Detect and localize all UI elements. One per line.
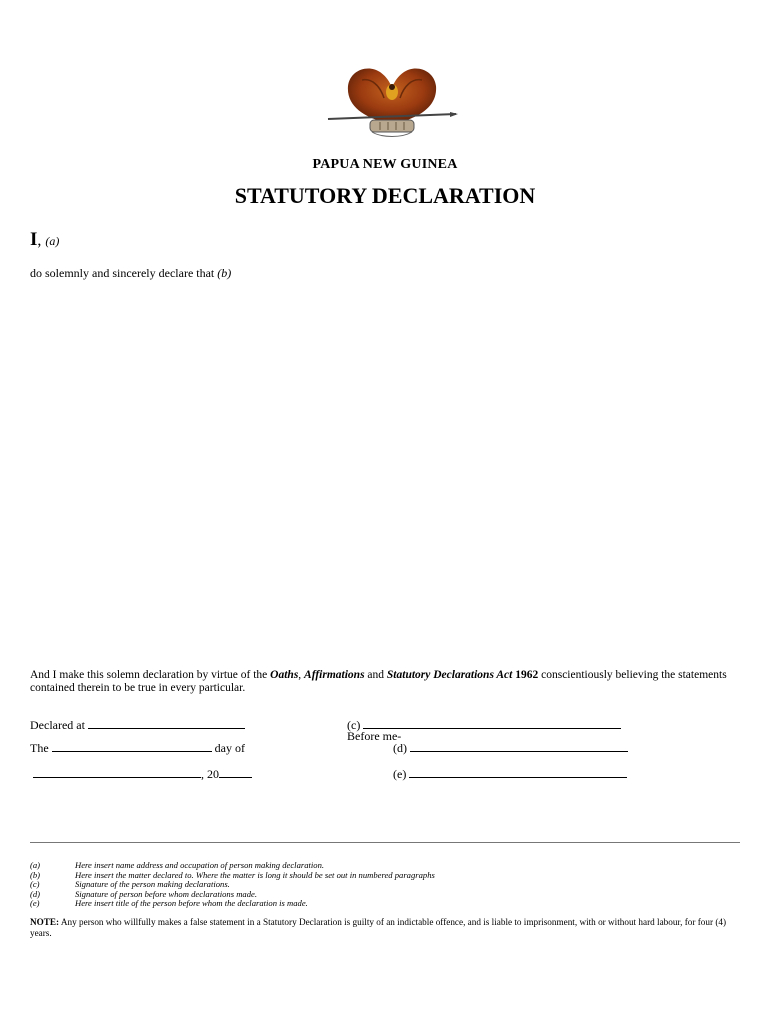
bird-of-paradise-emblem-icon [322, 62, 462, 144]
declarant-signature-field[interactable] [363, 717, 621, 729]
solemn-line [30, 266, 231, 281]
month-field[interactable] [33, 766, 201, 778]
witness-title-field[interactable] [409, 766, 627, 778]
footnote-item: (d) Signature of person before whom declarations made. [30, 888, 257, 899]
act-word-oaths: Oaths [270, 669, 299, 681]
closing-text-3: conscientiously believing the statements contained therein to be true in every particular. [30, 669, 727, 694]
declarant-pronoun: I [30, 229, 38, 250]
date-row [30, 740, 245, 756]
note-text: Any person who willfully makes a false statement in a Statutory Declaration is guilty of an indictable offence, and is liable to imprisonment, with or without hard labour, for four (4) years. [30, 917, 727, 938]
declarant-comma: , [37, 232, 42, 249]
c-label: (c) [347, 718, 361, 732]
the-label: The [30, 741, 49, 755]
closing-paragraph [30, 669, 742, 694]
day-of-label: day of [214, 741, 245, 755]
witness-title-row [393, 766, 627, 782]
year-prefix: , 20 [201, 767, 219, 781]
witness-signature-row [393, 740, 628, 756]
declared-at-row [30, 717, 245, 733]
footnotes [30, 861, 435, 909]
national-emblem [322, 62, 462, 144]
before-me-label: Before me- [347, 729, 402, 743]
e-label: (e) [393, 767, 407, 781]
year-field[interactable] [219, 766, 252, 778]
footnote-item: (e) Here insert title of the person before whom the declaration is made. [30, 898, 308, 909]
d-label: (d) [393, 741, 407, 755]
closing-text-2: and [364, 669, 387, 681]
act-word-affirmations: Affirmations [304, 669, 365, 681]
closing-sep: , [298, 669, 305, 681]
month-year-row [33, 766, 252, 782]
act-name: Statutory Declarations Act [386, 669, 513, 681]
declared-at-field[interactable] [88, 717, 245, 729]
note-label: NOTE: [30, 917, 60, 927]
footnote-item: (a) Here insert name address and occupation of person making declaration. [30, 860, 325, 870]
country-heading: PAPUA NEW GUINEA [312, 157, 458, 172]
penalty-note [30, 917, 742, 938]
footnote-divider [30, 842, 740, 843]
footnote-item: (c) Signature of the person making declarations. [30, 879, 230, 890]
footnote-item: (b) Here insert the matter declared to. Where the matter is long it should be set out in numbered paragraphs [30, 869, 435, 880]
page-title: STATUTORY DECLARATION [234, 183, 536, 208]
solemn-text: do solemnly and sincerely declare that [30, 266, 215, 280]
witness-signature-field[interactable] [410, 740, 628, 752]
declarant-marker: (a) [45, 234, 60, 248]
declarant-line [30, 229, 59, 251]
closing-text-1: And I make this solemn declaration by virtue of the [30, 669, 271, 681]
day-field[interactable] [52, 740, 212, 752]
solemn-marker: (b) [217, 266, 232, 280]
declared-at-label: Declared at [30, 718, 85, 732]
act-year: 1962 [512, 669, 539, 681]
